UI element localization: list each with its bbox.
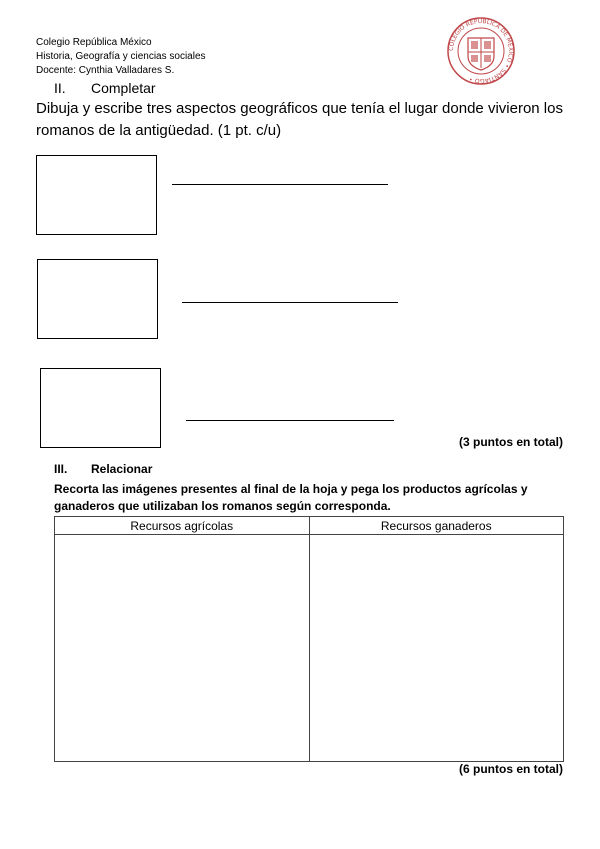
teacher-name: Docente: Cynthia Valladares S. xyxy=(36,65,175,76)
section2-title: Completar xyxy=(91,80,156,96)
section3-total-points: (6 puntos en total) xyxy=(459,762,563,776)
section3-number: III. xyxy=(54,462,68,476)
section3-title: Relacionar xyxy=(91,462,153,476)
answer-line-3[interactable] xyxy=(186,420,394,421)
header-livestock: Recursos ganaderos xyxy=(309,517,564,535)
drawing-box-2[interactable] xyxy=(37,259,158,339)
answer-line-1[interactable] xyxy=(172,184,388,185)
section2-total-points: (3 puntos en total) xyxy=(459,435,563,449)
drawing-box-3[interactable] xyxy=(40,368,161,448)
cell-agricultural[interactable] xyxy=(55,535,310,762)
section3-instruction: Recorta las imágenes presentes al final de la hoja y pega los productos agrícolas y ganaderos que utilizaban los romanos según corresponda. xyxy=(54,482,528,513)
subject-name: Historia, Geografía y ciencias sociales xyxy=(36,51,206,62)
section2-number: II. xyxy=(54,80,66,96)
school-seal xyxy=(446,16,516,86)
drawing-box-1[interactable] xyxy=(36,155,157,235)
cell-livestock[interactable] xyxy=(309,535,564,762)
seal-ring-text: COLEGIO REPÚBLICA DE MÉXICO • SANTIAGO • xyxy=(447,17,515,85)
header-agricultural: Recursos agrícolas xyxy=(55,517,310,535)
section2-instruction: Dibuja y escribe tres aspectos geográficos que tenía el lugar donde vivieron los romanos de la antigüedad. (1 pt. c/u) xyxy=(36,100,563,139)
resources-table xyxy=(54,516,564,762)
answer-line-2[interactable] xyxy=(182,302,398,303)
seal-graphic xyxy=(446,16,516,86)
school-name: Colegio República México xyxy=(36,37,152,48)
